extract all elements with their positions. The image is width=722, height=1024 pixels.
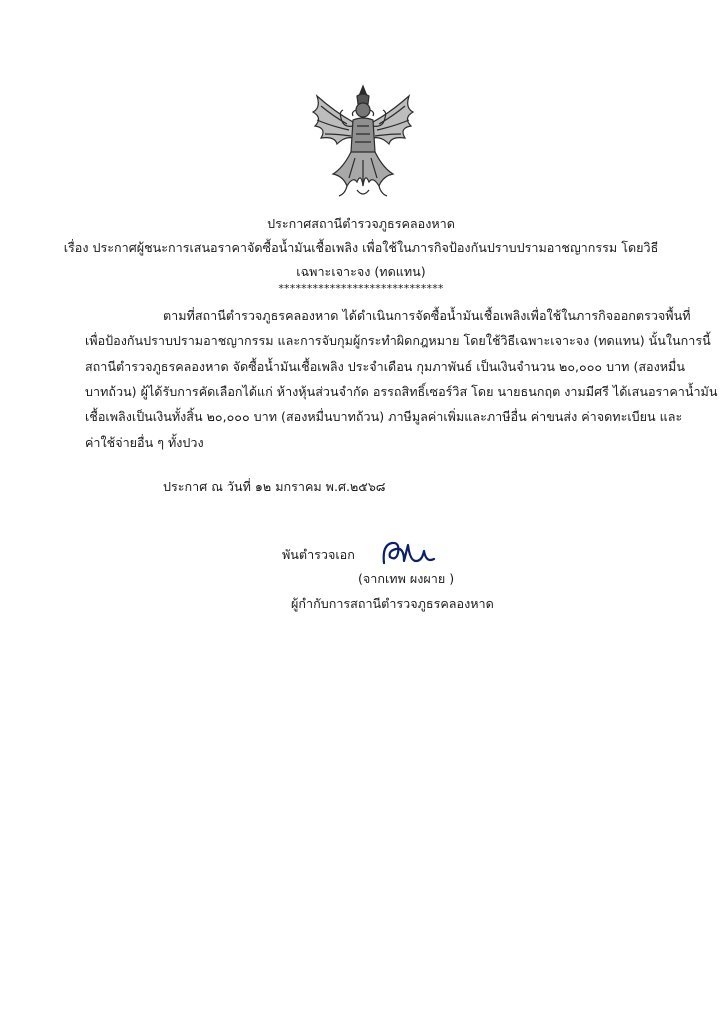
- body-line-1: ตามที่สถานีตำรวจภูธรคลองหาด ได้ดำเนินการจัดซื้อน้ำมันเชื้อเพลิงเพื่อใช้ในภารกิจออกตรวจพื้นที่: [163, 308, 691, 323]
- separator-line: *****************************: [278, 282, 444, 295]
- signature-mark: [378, 537, 436, 567]
- signer-position: ผู้กำกับการสถานีตำรวจภูธรคลองหาด: [291, 596, 494, 611]
- subject-line-2: เฉพาะเจาะจง (ทดแทน): [296, 264, 426, 279]
- body-line-5: เชื้อเพลิงเป็นเงินทั้งสิ้น ๒๐,๐๐๐ บาท (สองหมื่นบาทถ้วน) ภาษีมูลค่าเพิ่มและภาษีอื่น ค่าขนส่ง ค่าจดทะเบียน และ: [85, 409, 683, 424]
- body-line-6: ค่าใช้จ่ายอื่น ๆ ทั้งปวง: [85, 435, 204, 450]
- subject-line-1: เรื่อง ประกาศผู้ชนะการเสนอราคาจัดซื้อน้ำมันเชื้อเพลิง เพื่อใช้ในภารกิจป้องกันปราบปรามอาชญากรรม โดยวิธี: [63, 240, 659, 255]
- signer-rank: พันตำรวจเอก: [282, 547, 355, 562]
- body-line-3: สถานีตำรวจภูธรคลองหาด จัดซื้อน้ำมันเชื้อเพลิง ประจำเดือน กุมภาพันธ์ เป็นเงินจำนวน ๒๐,๐๐๐ บาท (สองหมื่น: [85, 359, 685, 374]
- announce-date: ประกาศ ณ วันที่ ๑๒ มกราคม พ.ศ.๒๕๖๘: [163, 479, 386, 494]
- document-title: ประกาศสถานีตำรวจภูธรคลองหาด: [267, 216, 455, 231]
- body-line-4: บาทถ้วน) ผู้ได้รับการคัดเลือกได้แก่ ห้างหุ้นส่วนจำกัด อรรถสิทธิ์เซอร์วิส โดย นายธนกฤต งามมีศรี ได้เสนอราคาน้ำมัน: [85, 384, 718, 399]
- garuda-emblem: [307, 82, 419, 202]
- body-line-2: เพื่อป้องกันปราบปรามอาชญากรรม และการจับกุมผู้กระทำผิดกฎหมาย โดยใช้วิธีเฉพาะเจาะจง (ทดแทน) นั้นในการนี้: [85, 333, 711, 348]
- signer-name: (จากเทพ ผงผาย ): [358, 571, 455, 586]
